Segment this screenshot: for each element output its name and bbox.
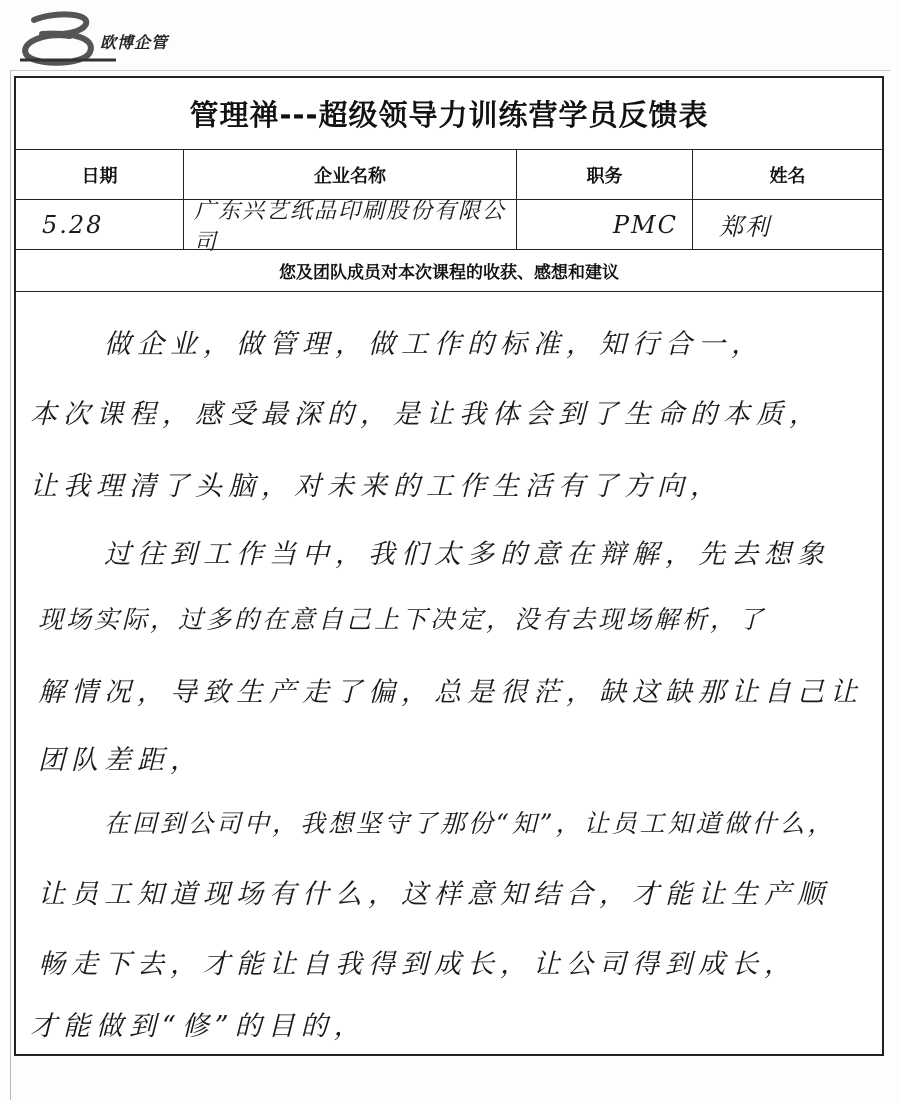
feedback-line: 让员工知道现场有什么，这样意知结合，才能让生产顺 [38, 879, 830, 910]
header-name: 姓名 [769, 165, 806, 187]
header-date: 日期 [16, 150, 184, 199]
logo-brand-name: 欧博企管 [100, 33, 169, 52]
feedback-line: 现场实际，过多的在意自己上下决定，没有去现场解析，了 [38, 605, 767, 634]
company-logo [12, 8, 202, 70]
title-row [16, 78, 882, 150]
header-row [16, 150, 882, 200]
feedback-line: 解情况，导致生产走了偏，总是很茫，缺这缺那让自己让 [38, 677, 863, 708]
feedback-line: 畅走下去，才能让自我得到成长，让公司得到成长， [38, 949, 797, 980]
value-row [16, 198, 882, 255]
feedback-form-table [14, 76, 884, 1056]
position-value: PMC [517, 200, 693, 249]
section-title: 您及团队成员对本次课程的收获、感想和建议 [279, 263, 619, 283]
feedback-line: 才能做到“修”的目的， [30, 1011, 367, 1042]
section-title-row [16, 250, 882, 292]
date-value: 5.28 [16, 200, 184, 249]
feedback-line: 本次课程，感受最深的，是让我体会到了生命的本质， [30, 399, 822, 430]
feedback-line: 过往到工作当中，我们太多的意在辩解，先去想象 [104, 539, 830, 570]
feedback-body [16, 292, 882, 1054]
header-position: 职务 [517, 150, 693, 199]
header-company: 企业名称 [184, 150, 517, 199]
company-value: 广东兴艺纸品印刷股份有限公司 [184, 200, 517, 249]
feedback-line: 团队差距， [38, 745, 203, 776]
feedback-line: 让我理清了头脑，对未来的工作生活有了方向， [30, 471, 723, 502]
form-title: 管理禅---超级领导力训练营学员反馈表 [189, 98, 709, 132]
feedback-line: 在回到公司中，我想坚守了那份“知”，让员工知道做什么， [104, 809, 836, 838]
name-value: 郑利 [719, 213, 771, 241]
feedback-line: 做企业，做管理，做工作的标准，知行合一， [104, 329, 764, 360]
